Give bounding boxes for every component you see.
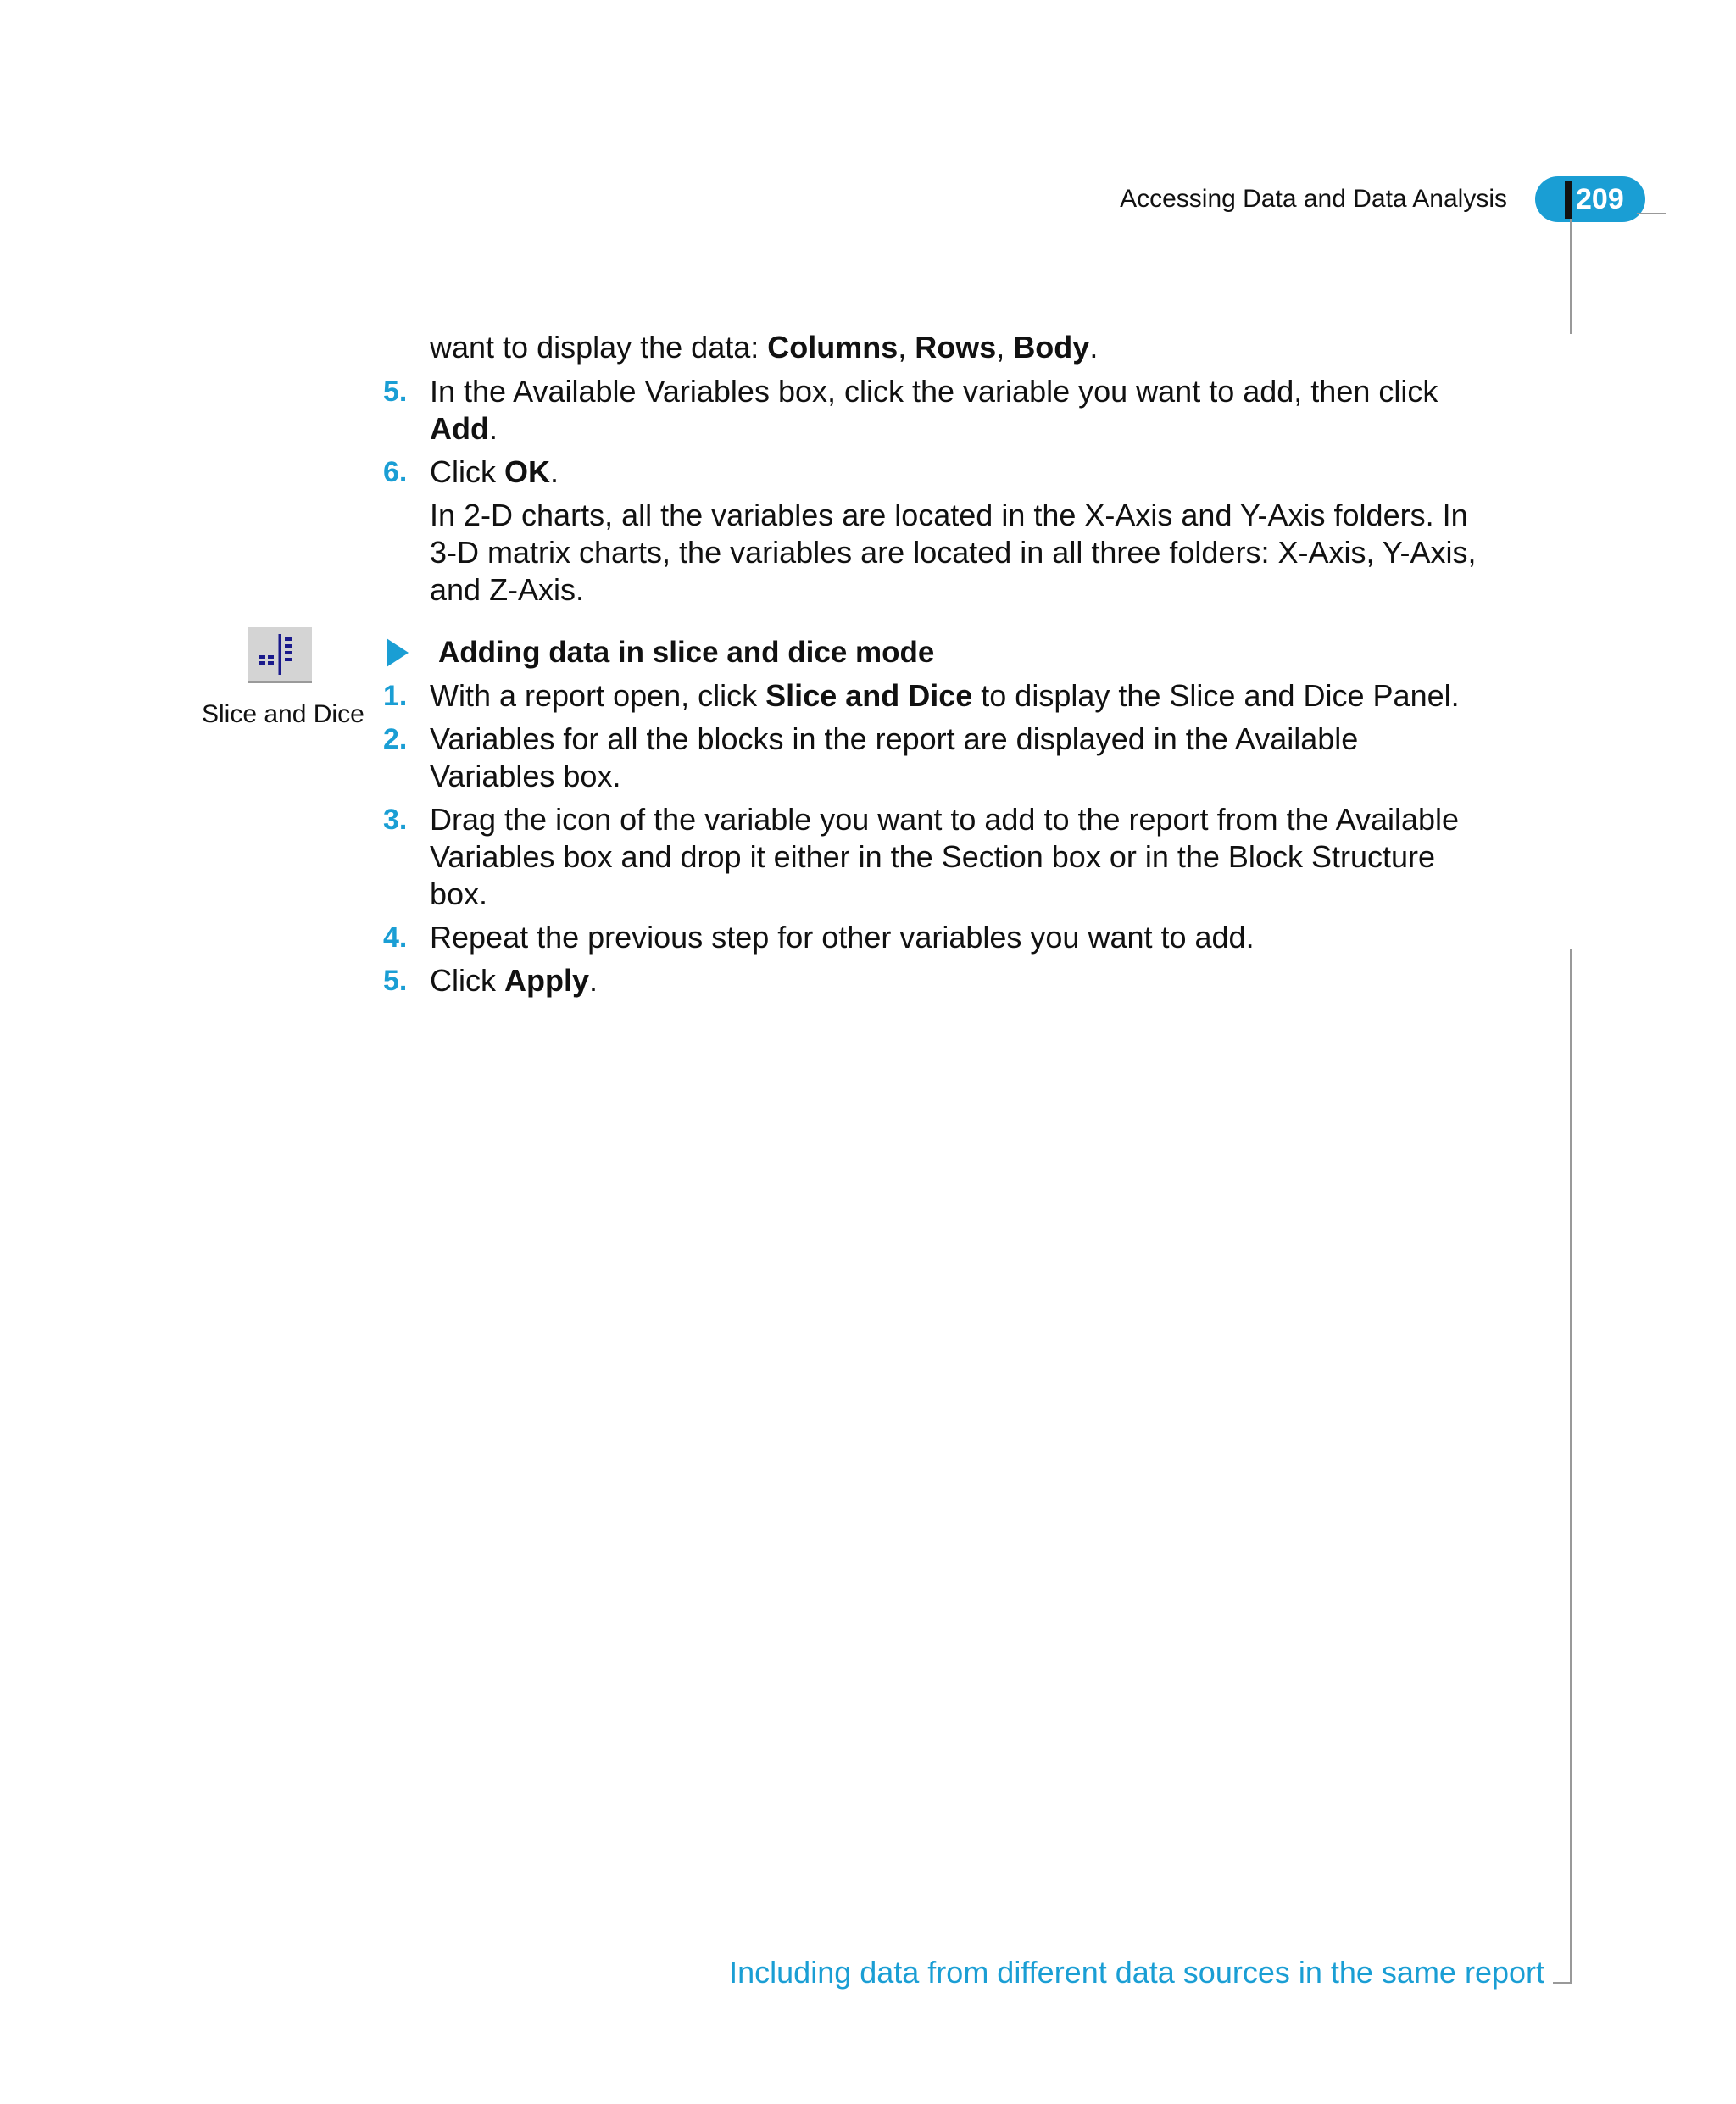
step-text <box>430 454 1481 491</box>
step-number: 5. <box>383 376 408 408</box>
note-paragraph: In 2-D charts, all the variables are located in the X-Axis and Y-Axis folders. In 3-D matrix charts, the variables are located in all three folders: X-Axis, Y-Axis, and Z-Axis. <box>430 498 1477 607</box>
step-number: 1. <box>383 680 408 712</box>
step-number: 6. <box>383 456 408 488</box>
step-text-part: Repeat the previous step for other variables you want to add. <box>430 920 1255 955</box>
step-number: 4. <box>383 921 408 954</box>
margin-rule-bottom <box>1570 949 1572 1984</box>
step-text <box>430 919 1481 956</box>
step-text <box>430 721 1481 795</box>
step-text-part: . <box>488 411 498 446</box>
running-footer-chapter: Including data from different data sources in the same report <box>729 1955 1544 1990</box>
procedure-heading: Adding data in slice and dice mode <box>438 636 935 669</box>
procedure-arrow-icon <box>387 638 409 667</box>
step-number: 3. <box>383 804 408 836</box>
step-text-part: Drag the icon of the variable you want to add to the report from the Available Variables box and drop it either in the Section box or in the Block Structure box. <box>430 802 1460 911</box>
term-rows: Rows <box>915 330 997 365</box>
page-tab-marker <box>1565 181 1572 219</box>
step-bold-term: Apply <box>504 963 590 998</box>
step-text <box>430 801 1481 913</box>
step-text-part: Variables for all the blocks in the report are displayed in the Available Variables box. <box>430 721 1359 793</box>
step-number: 2. <box>383 723 408 755</box>
step-bold-term: Add <box>430 411 489 446</box>
slice-and-dice-glyph-icon <box>248 627 312 682</box>
step-bold-term: Slice and Dice <box>765 678 973 713</box>
separator: , <box>996 330 1014 365</box>
icon-caption: Slice and Dice <box>202 700 364 728</box>
step-bold-term: OK <box>504 454 550 489</box>
step-text <box>430 962 1481 999</box>
term-body: Body <box>1013 330 1090 365</box>
step-text <box>430 373 1481 448</box>
step-text-part: Click <box>430 963 504 998</box>
step-text <box>430 677 1481 715</box>
step-text-part: . <box>550 454 559 489</box>
slice-and-dice-icon <box>248 627 312 683</box>
separator: , <box>898 330 915 365</box>
step-text-part: With a report open, click <box>430 678 766 713</box>
line-end: . <box>1089 330 1099 365</box>
step-text-part: . <box>589 963 598 998</box>
header-rule <box>1637 213 1666 214</box>
step-text-part: to display the Slice and Dice Panel. <box>972 678 1460 713</box>
step-text-part: Click <box>430 454 504 489</box>
step-number: 5. <box>383 965 408 997</box>
continued-line <box>430 329 1481 366</box>
running-header-title: Accessing Data and Data Analysis <box>1120 185 1507 213</box>
margin-rule-top <box>1570 219 1572 334</box>
footer-rule <box>1553 1982 1572 1984</box>
page-number-badge: 209 <box>1535 176 1645 222</box>
step-text-part: In the Available Variables box, click the variable you want to add, then click <box>430 374 1438 409</box>
term-columns: Columns <box>767 330 899 365</box>
continued-prefix: want to display the data: <box>430 330 768 365</box>
